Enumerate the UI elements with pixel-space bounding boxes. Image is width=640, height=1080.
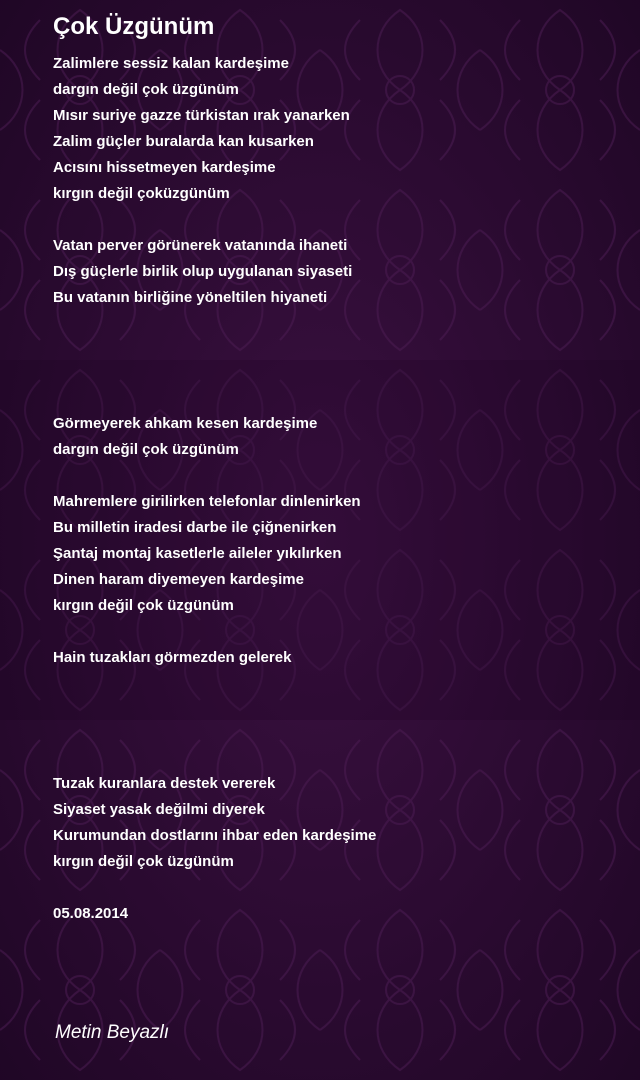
poem-line: Şantaj montaj kasetlerle aileler yıkılırken <box>53 545 342 562</box>
poem-line: Zalimlere sessiz kalan kardeşime <box>53 55 289 72</box>
poem-line: Kurumundan dostlarını ihbar eden kardeşime <box>53 827 377 844</box>
poem-line: kırgın değil çok üzgünüm <box>53 597 234 614</box>
poem-line: Acısını hissetmeyen kardeşime <box>53 159 276 176</box>
stanza-6 <box>53 771 376 875</box>
poem-line: Mısır suriye gazze türkistan ırak yanarken <box>53 107 350 124</box>
poem-line: Mahremlere girilirken telefonlar dinlenirken <box>53 493 361 510</box>
poem-line: dargın değil çok üzgünüm <box>53 441 239 458</box>
date-line: 05.08.2014 <box>53 905 129 922</box>
stanza-2 <box>53 233 352 311</box>
poem-date <box>53 901 128 927</box>
poem-author: Metin Beyazlı <box>55 1022 170 1043</box>
poem-line: Dış güçlerle birlik olup uygulanan siyaseti <box>53 263 353 280</box>
stanza-3 <box>53 411 317 463</box>
stanza-1 <box>53 51 350 207</box>
stanza-4 <box>53 489 361 619</box>
poem-line: Bu milletin iradesi darbe ile çiğnenirken <box>53 519 337 536</box>
poem-line: Dinen haram diyemeyen kardeşime <box>53 571 304 588</box>
poem-line: kırgın değil çok üzgünüm <box>53 853 234 870</box>
stanza-5 <box>53 645 291 671</box>
poem-line: Hain tuzakları görmezden gelerek <box>53 649 292 666</box>
poem-line: Zalim güçler buralarda kan kusarken <box>53 133 314 150</box>
poem-line: dargın değil çok üzgünüm <box>53 81 239 98</box>
poem-line: kırgın değil çoküzgünüm <box>53 185 230 202</box>
poem-line: Tuzak kuranlara destek vererek <box>53 775 276 792</box>
poem-line: Vatan perver görünerek vatanında ihaneti <box>53 237 348 254</box>
poem-line: Görmeyerek ahkam kesen kardeşime <box>53 415 318 432</box>
poem-title: Çok Üzgünüm <box>53 13 215 40</box>
poem-line: Siyaset yasak değilmi diyerek <box>53 801 265 818</box>
poem-line: Bu vatanın birliğine yöneltilen hiyaneti <box>53 289 328 306</box>
